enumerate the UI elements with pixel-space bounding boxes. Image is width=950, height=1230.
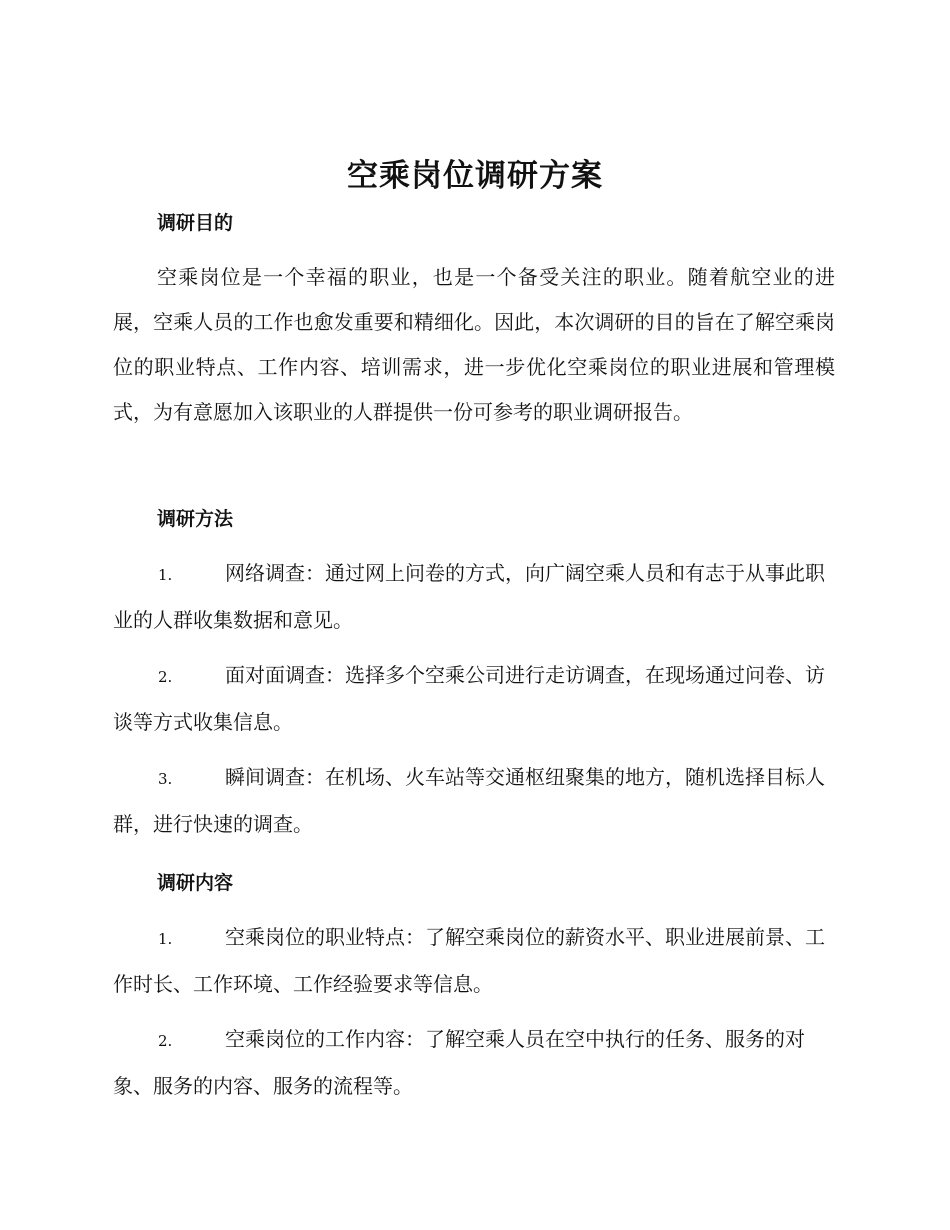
item-text: 空乘岗位的工作内容：了解空乘人员在空中执行的任务、服务的对象、服务的内容、服务的流程等。 [113, 1027, 805, 1098]
content-item [113, 1017, 835, 1109]
method-item [113, 653, 835, 745]
item-number: 2. [158, 668, 173, 686]
section-heading-method: 调研方法 [157, 508, 234, 530]
method-item [113, 755, 835, 847]
purpose-paragraph: 空乘岗位是一个幸福的职业，也是一个备受关注的职业。随着航空业的进展，空乘人员的工作也愈发重要和精细化。因此，本次调研的目的旨在了解空乘岗位的职业特点、工作内容、培训需求，进一步优化空乘岗位的职业进展和管理模式，为有意愿加入该职业的人群提供一份可参考的职业调研报告。 [113, 265, 835, 424]
item-number: 1. [158, 930, 173, 948]
method-item [113, 551, 835, 643]
item-number: 1. [158, 566, 173, 584]
document-title: 空乘岗位调研方案 [347, 158, 603, 194]
item-text: 瞬间调查：在机场、火车站等交通枢纽聚集的地方，随机选择目标人群，进行快速的调查。 [113, 765, 825, 836]
item-text: 面对面调查：选择多个空乘公司进行走访调查，在现场通过问卷、访谈等方式收集信息。 [113, 663, 825, 734]
section-heading-purpose: 调研目的 [157, 212, 234, 234]
item-text: 网络调查：通过网上问卷的方式，向广阔空乘人员和有志于从事此职业的人群收集数据和意见。 [113, 561, 825, 632]
item-number: 3. [158, 770, 173, 788]
section-heading-content: 调研内容 [157, 872, 234, 894]
item-text: 空乘岗位的职业特点：了解空乘岗位的薪资水平、职业进展前景、工作时长、工作环境、工作经验要求等信息。 [113, 925, 825, 996]
content-item [113, 915, 835, 1007]
item-number: 2. [158, 1032, 173, 1050]
